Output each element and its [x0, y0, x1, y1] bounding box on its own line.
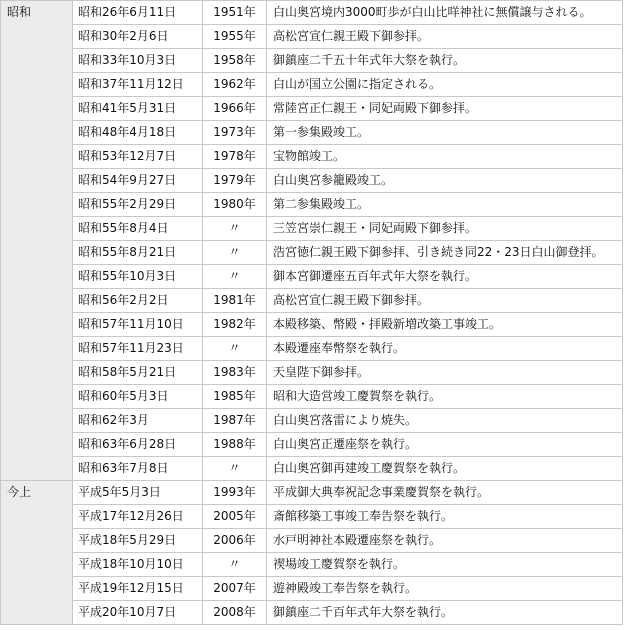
event-cell: 白山奥宮境内3000町歩が白山比咩神社に無償譲与される。 — [267, 1, 623, 25]
year-cell: 2006年 — [203, 529, 267, 553]
event-cell: 平成御大典奉祝記念事業慶賀祭を執行。 — [267, 481, 623, 505]
table-row — [1, 265, 623, 289]
year-cell: 2008年 — [203, 601, 267, 625]
event-cell: 禊場竣工慶賀祭を執行。 — [267, 553, 623, 577]
event-cell: 浩宮徳仁親王殿下御参拝、引き続き同22・23日白山御登拝。 — [267, 241, 623, 265]
year-cell: 1958年 — [203, 49, 267, 73]
date-cell: 平成20年10月7日 — [73, 601, 203, 625]
year-cell: 1982年 — [203, 313, 267, 337]
event-cell: 白山奥宮御再建竣工慶賀祭を執行。 — [267, 457, 623, 481]
date-cell: 昭和33年10月3日 — [73, 49, 203, 73]
date-cell: 昭和30年2月6日 — [73, 25, 203, 49]
date-cell: 昭和63年7月8日 — [73, 457, 203, 481]
year-cell: 1993年 — [203, 481, 267, 505]
date-cell: 昭和37年11月12日 — [73, 73, 203, 97]
table-row — [1, 217, 623, 241]
date-cell: 平成19年12月15日 — [73, 577, 203, 601]
event-cell: 御鎮座二千百年式年大祭を執行。 — [267, 601, 623, 625]
table-row — [1, 457, 623, 481]
history-table-body — [1, 1, 623, 625]
table-row — [1, 481, 623, 505]
event-cell: 高松宮宣仁親王殿下御参拝。 — [267, 25, 623, 49]
table-row — [1, 49, 623, 73]
table-row — [1, 1, 623, 25]
event-cell: 三笠宮崇仁親王・同妃両殿下御参拝。 — [267, 217, 623, 241]
date-cell: 昭和48年4月18日 — [73, 121, 203, 145]
table-row — [1, 505, 623, 529]
year-cell: 2005年 — [203, 505, 267, 529]
year-cell: 〃 — [203, 553, 267, 577]
era-cell: 今上 — [1, 481, 73, 625]
event-cell: 第一参集殿竣工。 — [267, 121, 623, 145]
event-cell: 宝物館竣工。 — [267, 145, 623, 169]
table-row — [1, 97, 623, 121]
year-cell: 2007年 — [203, 577, 267, 601]
date-cell: 平成18年5月29日 — [73, 529, 203, 553]
date-cell: 昭和62年3月 — [73, 409, 203, 433]
table-row — [1, 337, 623, 361]
year-cell: 1962年 — [203, 73, 267, 97]
date-cell: 平成5年5月3日 — [73, 481, 203, 505]
year-cell: 1987年 — [203, 409, 267, 433]
table-row — [1, 553, 623, 577]
date-cell: 昭和57年11月23日 — [73, 337, 203, 361]
table-row — [1, 193, 623, 217]
event-cell: 白山奥宮落雷により焼失。 — [267, 409, 623, 433]
table-row — [1, 385, 623, 409]
table-row — [1, 601, 623, 625]
event-cell: 第二参集殿竣工。 — [267, 193, 623, 217]
event-cell: 常陸宮正仁親王・同妃両殿下御参拝。 — [267, 97, 623, 121]
event-cell: 昭和大造営竣工慶賀祭を執行。 — [267, 385, 623, 409]
year-cell: 1955年 — [203, 25, 267, 49]
date-cell: 昭和54年9月27日 — [73, 169, 203, 193]
date-cell: 昭和53年12月7日 — [73, 145, 203, 169]
table-row — [1, 169, 623, 193]
era-cell: 昭和 — [1, 1, 73, 481]
event-cell: 斎館移築工事竣工奉告祭を執行。 — [267, 505, 623, 529]
table-row — [1, 73, 623, 97]
year-cell: 1973年 — [203, 121, 267, 145]
table-row — [1, 529, 623, 553]
table-row — [1, 121, 623, 145]
date-cell: 昭和60年5月3日 — [73, 385, 203, 409]
date-cell: 昭和63年6月28日 — [73, 433, 203, 457]
event-cell: 高松宮宣仁親王殿下御参拝。 — [267, 289, 623, 313]
table-row — [1, 25, 623, 49]
event-cell: 天皇陛下御参拝。 — [267, 361, 623, 385]
event-cell: 御鎮座二千五十年式年大祭を執行。 — [267, 49, 623, 73]
event-cell: 白山奥宮参籠殿竣工。 — [267, 169, 623, 193]
year-cell: 1966年 — [203, 97, 267, 121]
event-cell: 水戸明神社本殿遷座祭を執行。 — [267, 529, 623, 553]
year-cell: 〃 — [203, 265, 267, 289]
event-cell: 本殿遷座奉幣祭を執行。 — [267, 337, 623, 361]
event-cell: 御本宮御遷座五百年式年大祭を執行。 — [267, 265, 623, 289]
event-cell: 遊神殿竣工奉告祭を執行。 — [267, 577, 623, 601]
table-row — [1, 241, 623, 265]
year-cell: 〃 — [203, 337, 267, 361]
year-cell: 1978年 — [203, 145, 267, 169]
date-cell: 昭和55年8月21日 — [73, 241, 203, 265]
date-cell: 平成17年12月26日 — [73, 505, 203, 529]
date-cell: 昭和55年10月3日 — [73, 265, 203, 289]
event-cell: 白山奥宮正遷座祭を執行。 — [267, 433, 623, 457]
date-cell: 昭和56年2月2日 — [73, 289, 203, 313]
year-cell: 1951年 — [203, 1, 267, 25]
date-cell: 昭和58年5月21日 — [73, 361, 203, 385]
table-row — [1, 145, 623, 169]
year-cell: 〃 — [203, 241, 267, 265]
table-row — [1, 289, 623, 313]
date-cell: 昭和55年2月29日 — [73, 193, 203, 217]
date-cell: 昭和57年11月10日 — [73, 313, 203, 337]
date-cell: 昭和55年8月4日 — [73, 217, 203, 241]
year-cell: 1988年 — [203, 433, 267, 457]
event-cell: 本殿移築、幣殿・拝殿新増改築工事竣工。 — [267, 313, 623, 337]
year-cell: 1985年 — [203, 385, 267, 409]
date-cell: 平成18年10月10日 — [73, 553, 203, 577]
year-cell: 1979年 — [203, 169, 267, 193]
table-row — [1, 577, 623, 601]
year-cell: 〃 — [203, 457, 267, 481]
date-cell: 昭和26年6月11日 — [73, 1, 203, 25]
table-row — [1, 433, 623, 457]
year-cell: 1983年 — [203, 361, 267, 385]
table-row — [1, 313, 623, 337]
table-row — [1, 361, 623, 385]
year-cell: 1980年 — [203, 193, 267, 217]
table-row — [1, 409, 623, 433]
event-cell: 白山が国立公園に指定される。 — [267, 73, 623, 97]
date-cell: 昭和41年5月31日 — [73, 97, 203, 121]
year-cell: 〃 — [203, 217, 267, 241]
year-cell: 1981年 — [203, 289, 267, 313]
